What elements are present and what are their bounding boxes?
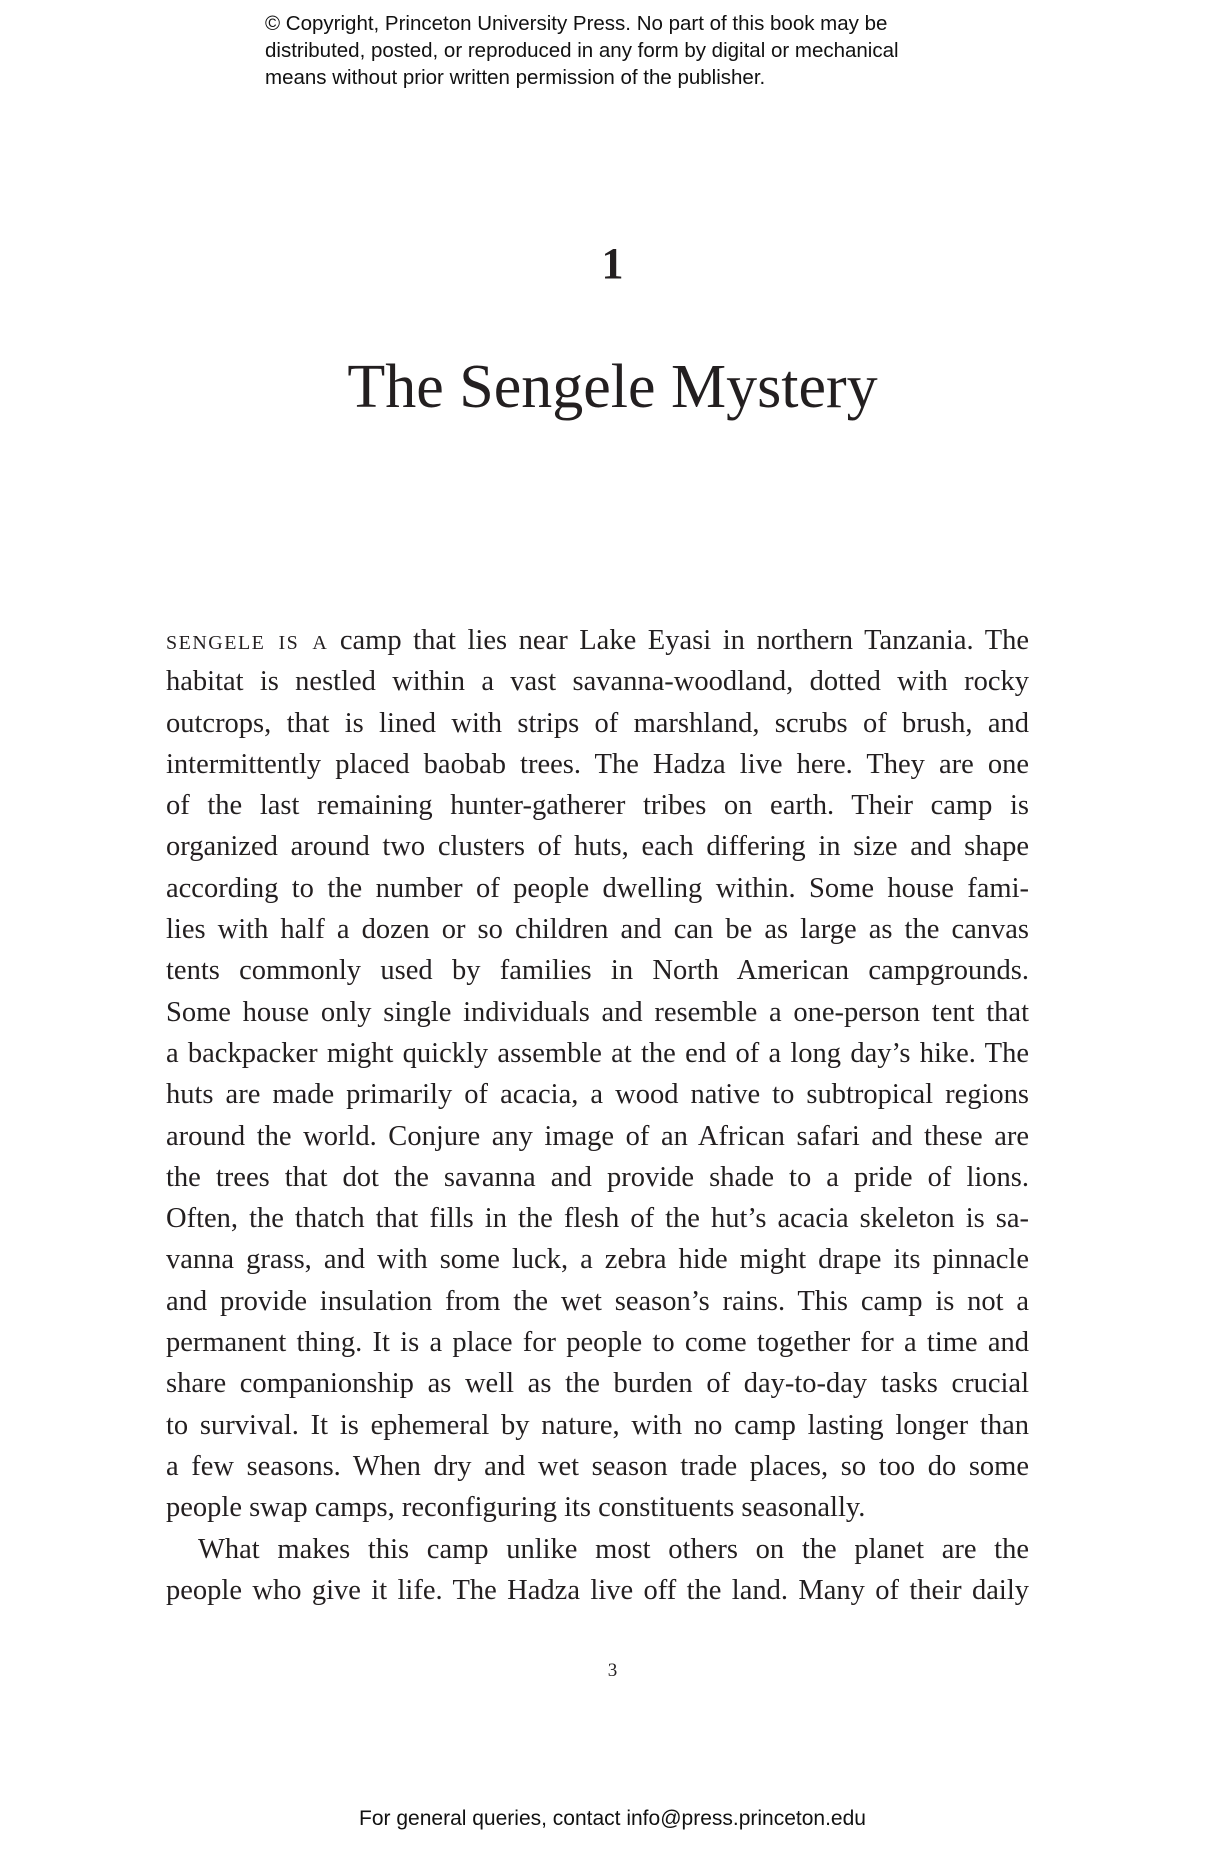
text-line: outcrops, that is lined with strips of marshland, scrubs of brush, and: [166, 707, 1029, 739]
lead-in-smallcaps: sengele is a: [166, 625, 329, 656]
text-line: lies with half a dozen or so children and can be as large as the canvas: [166, 914, 1029, 946]
copyright-line: distributed, posted, or reproduced in any form by digital or mechanical: [265, 39, 899, 62]
text-line: of the last remaining hunter-gatherer tribes on earth. Their camp is: [166, 790, 1029, 822]
chapter-number: 1: [601, 239, 624, 288]
text-line: organized around two clusters of huts, each differing in size and shape: [166, 831, 1029, 863]
text-line: share companionship as well as the burden of day-to-day tasks crucial: [166, 1368, 1029, 1400]
copyright-line: © Copyright, Princeton University Press. No part of this book may be: [265, 12, 888, 35]
text-line: What makes this camp unlike most others on the planet are the: [198, 1533, 1029, 1565]
text-line: a backpacker might quickly assemble at the end of a long day’s hike. The: [166, 1037, 1029, 1069]
text-line: intermittently placed baobab trees. The Hadza live here. They are one: [166, 748, 1029, 780]
text-line: vanna grass, and with some luck, a zebra hide might drape its pinnacle: [166, 1244, 1029, 1276]
text-line: people who give it life. The Hadza live off the land. Many of their daily: [166, 1574, 1029, 1606]
text-line: [166, 620, 1029, 661]
text-line-rest: camp that lies near Lake Eyasi in northern Tanzania. The: [328, 625, 1030, 656]
text-line: a few seasons. When dry and wet season trade places, so too do some: [166, 1450, 1029, 1482]
text-line: people swap camps, reconfiguring its constituents seasonally.: [166, 1492, 866, 1524]
text-line: huts are made primarily of acacia, a wood native to subtropical regions: [166, 1079, 1029, 1111]
footer-contact: For general queries, contact info@press.princeton.edu: [359, 1807, 866, 1830]
page-number: 3: [607, 1660, 618, 1681]
text-line: the trees that dot the savanna and provide shade to a pride of lions.: [166, 1161, 1029, 1193]
text-line: to survival. It is ephemeral by nature, with no camp lasting longer than: [166, 1409, 1029, 1441]
text-line: according to the number of people dwelling within. Some house fami-: [166, 872, 1029, 904]
copyright-line: means without prior written permission of the publisher.: [265, 66, 766, 89]
text-line: around the world. Conjure any image of an African safari and these are: [166, 1120, 1029, 1152]
text-line: Often, the thatch that fills in the flesh of the hut’s acacia skeleton is sa-: [166, 1203, 1029, 1235]
text-line: Some house only single individuals and resemble a one-person tent that: [166, 996, 1029, 1028]
text-line: habitat is nestled within a vast savanna-woodland, dotted with rocky: [166, 666, 1029, 698]
text-line: tents commonly used by families in North American campgrounds.: [166, 955, 1029, 987]
text-line: permanent thing. It is a place for people to come together for a time and: [166, 1327, 1029, 1359]
text-line: and provide insulation from the wet season’s rains. This camp is not a: [166, 1285, 1029, 1317]
copyright-notice: [265, 10, 1005, 91]
chapter-title: The Sengele Mystery: [347, 353, 878, 421]
body-text: [166, 620, 1029, 1611]
